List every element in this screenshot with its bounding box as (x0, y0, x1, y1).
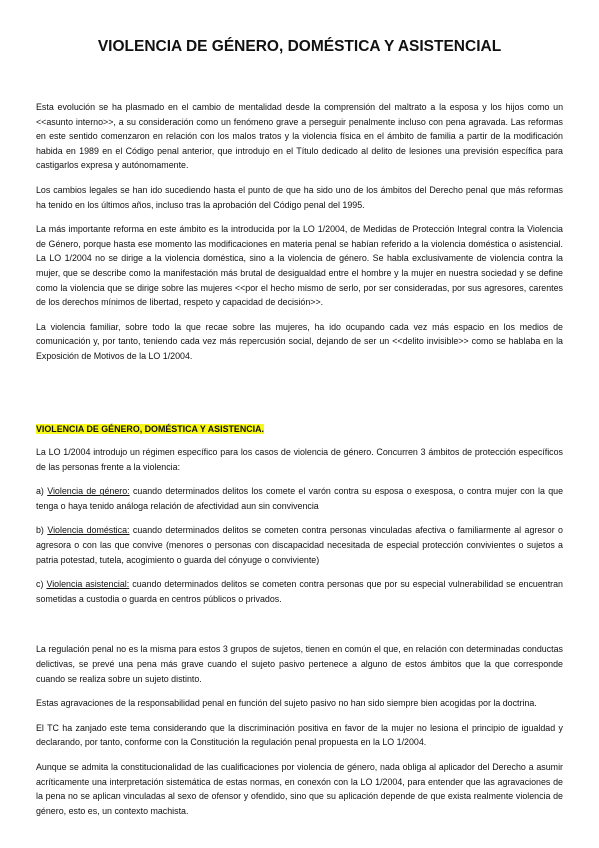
list-item-term: Violencia asistencial: (46, 579, 130, 590)
list-item (36, 484, 563, 513)
paragraph: La LO 1/2004 introdujo un régimen específico para los casos de violencia de género. Concurren 3 ámbitos de protección específicos de las personas frente a la violencia: (36, 447, 563, 472)
section-heading-line (36, 422, 563, 437)
list-item-prefix: c) (36, 579, 47, 590)
paragraph: La violencia familiar, sobre todo la que recae sobre las mujeres, ha ido ocupando cada vez más espacio en los medios de comunicación y, por tanto, teniendo cada vez más repercusión social, dejando de ser un <<delito invisible>> como se hablaba en la Exposición de Motivos de la LO 1/2004. (36, 321, 563, 361)
list-item (36, 577, 563, 606)
paragraph: Los cambios legales se han ido sucediendo hasta el punto de que ha sido uno de los ámbitos del Derecho penal que más reformas ha tenido en los últimos años, incluso tras la aprobación del Código penal del 1995. (36, 184, 563, 210)
paragraph: El TC ha zanjado este tema considerando que la discriminación positiva en favor de la mujer no lesiona el principio de igualdad y declarando, por tanto, conforme con la Constitución la regulación penal propuesta en la LO 1/2004. (36, 722, 563, 748)
list-item-term: Violencia de género: (47, 486, 130, 497)
paragraph: Aunque se admita la constitucionalidad de las cualificaciones por violencia de género, nada obliga al aplicador del Derecho a asumir acríticamente una interpretación sistemática de estas normas, en conexón con la LO 1/2004, para entender que las agravaciones de la pena no se aplican vinculadas al sexo de ofensor y ofendido, sino que su aplicación depende de que exista realmente violencia de género, esto es, un contexto machista. (36, 762, 563, 816)
paragraph: Estas agravaciones de la responsabilidad penal en función del sujeto pasivo no han sido siempre bien acogidas por la doctrina. (36, 698, 537, 709)
paragraph: La más importante reforma en este ámbito es la introducida por la LO 1/2004, de Medidas de Protección Integral contra la Violencia de Género, porque hasta ese momento las modificaciones en materia penal se habían referido a la violencia doméstica o asistencial. La LO 1/2004 no se dirige a la violencia doméstica, sino a la violencia de género. Se habla exclusivamente de violencia contra la mujer, que se describe como la manifestación más brutal de desigualdad entre el hombre y la mujer en nuestra sociedad y se define como la violencia que se dirige sobre las mujeres <<por el hecho mismo de serlo, por ser consideradas, por sus agresores, carentes de los derechos mínimos de libertad, respeto y capacidad de decisión>>. (36, 224, 563, 308)
list-item-text: cuando determinados delitos los comete el varón contra su esposa o exesposa, o contra mujer con la que tenga o haya tenido análoga relación de afectividad aun sin convivencia (36, 486, 564, 511)
paragraph: Esta evolución se ha plasmado en el cambio de mentalidad desde la comprensión del maltrato a la esposa y los hijos como un <<asunto interno>>, a su consideración como un fenómeno grave a perseguir penalmente incluso con pena agravada. Las reformas en este sentido comenzaron en relación con los malos tratos y la violencia física en el ámbito de familia a partir de la modificación habida en 1989 en el Código penal anterior, que introdujo en el Título dedicado al delito de lesiones una previsión específica para castigarlos expresa y autónomamente. (36, 102, 563, 171)
list-item-text: cuando determinados delitos se cometen contra personas que por su especial vulnerabilidad se encuentran sometidas a custodia o guarda en centros públicos o privados. (36, 579, 563, 604)
paragraph: La regulación penal no es la misma para estos 3 grupos de sujetos, tienen en común el que, en relación con determinadas conductas delictivas, se prevé una pena más grave cuando el sujeto pasivo pertenece a alguno de estos ámbitos que la que corresponde cuando se realiza sobre un sujeto distinto. (36, 644, 563, 684)
list-item-prefix: b) (36, 525, 48, 536)
list-item (36, 523, 563, 567)
list-item-term: Violencia doméstica: (47, 525, 130, 536)
section-heading: VIOLENCIA DE GÉNERO, DOMÉSTICA Y ASISTENCIA. (36, 423, 264, 434)
document-title: VIOLENCIA DE GÉNERO, DOMÉSTICA Y ASISTENCIAL (97, 38, 502, 55)
spacer (36, 616, 563, 642)
list-item-text: cuando determinados delitos se cometen contra personas vinculadas afectiva o familiarmente al agresor o agresora o con las que convive (menores o personas con discapacidad necesitada de especial protección convivientes o sujetos a patria potestad, tutela, acogimiento o guarda del cónyuge o conviviente) (36, 525, 563, 565)
list-item-prefix: a) (36, 486, 48, 497)
